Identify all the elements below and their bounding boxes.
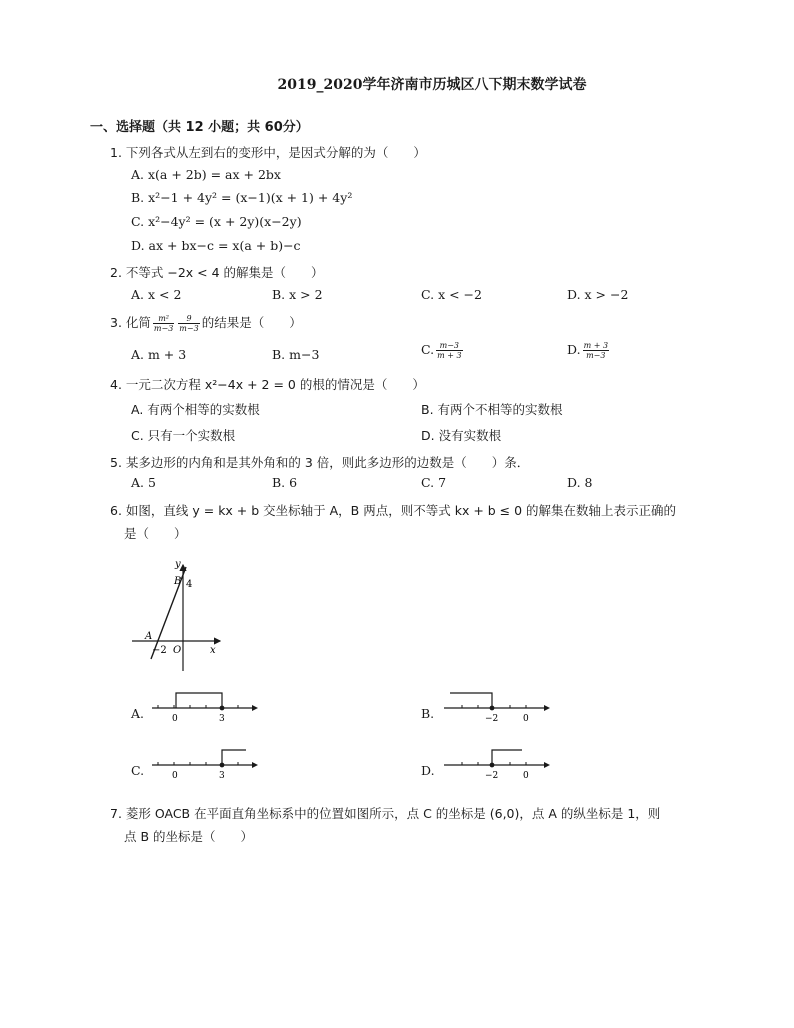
number-line-arrow xyxy=(252,705,258,711)
question-6-stem-line-2: 是（ ） xyxy=(124,526,187,541)
question-6-option-b-label: B. xyxy=(421,706,435,721)
question-6-option-c-number-line xyxy=(148,745,260,781)
solid-endpoint xyxy=(490,763,495,768)
question-6-option-a-label: A. xyxy=(131,706,145,721)
question-3-option-d: D. $\frac{m + 3}{m-3}$ xyxy=(567,341,609,360)
question-2-stem: 2. 不等式 −2x < 4 的解集是（ ） xyxy=(110,265,324,280)
tick-label: 0 xyxy=(523,714,529,724)
tick-label: −2 xyxy=(485,771,499,781)
question-7-stem-line-2: 点 B 的坐标是（ ） xyxy=(124,829,254,844)
question-3-option-b: B. m−3 xyxy=(272,347,320,362)
question-5-option-b: B. 6 xyxy=(272,475,298,490)
x-axis-label: x xyxy=(210,645,216,656)
question-1-stem: 1. 下列各式从左到右的变形中，是因式分解的为（ ） xyxy=(110,145,426,160)
question-5-stem: 5. 某多边形的内角和是其外角和的 3 倍，则此多边形的边数是（ ）条． xyxy=(110,455,530,470)
question-6-option-d-number-line xyxy=(442,745,554,781)
point-a-label: A xyxy=(145,631,153,642)
tick-label: 3 xyxy=(219,771,225,781)
question-1-option-a: A. x(a + 2b) = ax + 2bx xyxy=(131,167,281,182)
question-3-stem-post: 的结果是（ ） xyxy=(201,315,302,330)
question-4-option-b: B. 有两个不相等的实数根 xyxy=(421,402,563,417)
question-4-option-c: C. 只有一个实数根 xyxy=(131,428,236,443)
question-3-option-a: A. m + 3 xyxy=(131,347,187,362)
question-3-stem xyxy=(110,313,302,333)
question-6-option-a-number-line xyxy=(148,688,260,724)
tick-label: 0 xyxy=(523,771,529,781)
question-2-option-c: C. x < −2 xyxy=(421,287,482,302)
question-6-stem-line-1: 6. 如图，直线 y = kx + b 交坐标轴于 A，B 两点，则不等式 kx + b ≤ 0 的解集在数轴上表示正确的 xyxy=(110,503,677,518)
tick-label: 0 xyxy=(172,714,178,724)
option-d-fraction: $\frac{m + 3}{m-3}$ xyxy=(583,341,609,360)
point-b-label: B xyxy=(174,576,182,587)
solid-endpoint xyxy=(490,706,495,711)
origin-label: O xyxy=(173,645,182,656)
question-4-option-a: A. 有两个相等的实数根 xyxy=(131,402,260,417)
page-title: 2019_2020学年济南市历城区八下期末数学试卷 xyxy=(277,77,587,93)
question-5-option-a: A. 5 xyxy=(131,475,156,490)
question-6-option-d-label: D. xyxy=(421,763,435,778)
question-6-option-c-label: C. xyxy=(131,763,145,778)
y-axis-label: y xyxy=(175,559,181,570)
question-1-option-d: D. ax + bx−c = x(a + b)−c xyxy=(131,238,301,253)
question-6-option-b-number-line xyxy=(442,688,554,724)
question-1-option-c: C. x²−4y² = (x + 2y)(x−2y) xyxy=(131,214,302,229)
number-line-arrow xyxy=(252,762,258,768)
number-line-arrow xyxy=(544,762,550,768)
question-6-line-graph xyxy=(128,555,228,673)
solution-bracket xyxy=(450,693,492,708)
section-heading: 一、选择题（共 12 小题；共 60分） xyxy=(90,120,309,135)
y-intercept-value: 4 xyxy=(186,579,193,590)
question-2-option-a: A. x < 2 xyxy=(131,287,182,302)
solution-bracket xyxy=(222,750,246,765)
question-2-option-d: D. x > −2 xyxy=(567,287,629,302)
question-2-option-b: B. x > 2 xyxy=(272,287,323,302)
tick-label: −2 xyxy=(485,714,499,724)
question-5-option-d: D. 8 xyxy=(567,475,593,490)
x-intercept-value: −2 xyxy=(152,645,167,656)
question-7-stem-line-1: 7. 菱形 OACB 在平面直角坐标系中的位置如图所示，点 C 的坐标是 (6,0)，点 A 的纵坐标是 1，则 xyxy=(110,806,661,821)
option-c-fraction: $\frac{m-3}{m + 3}$ xyxy=(437,341,462,360)
question-3-stem-pre: 3. 化简 xyxy=(110,315,151,330)
tick-label: 3 xyxy=(219,714,225,724)
solid-endpoint xyxy=(220,706,225,711)
question-4-option-d: D. 没有实数根 xyxy=(421,428,502,443)
number-line-arrow xyxy=(544,705,550,711)
fraction-m-squared-over-m-minus-3: $\frac{\text{m²}}{m-3}$ xyxy=(153,314,174,333)
question-5-option-c: C. 7 xyxy=(421,475,447,490)
tick-label: 0 xyxy=(172,771,178,781)
question-4-stem: 4. 一元二次方程 x²−4x + 2 = 0 的根的情况是（ ） xyxy=(110,377,425,392)
question-3-option-c: C. $\frac{m-3}{m + 3}$ xyxy=(421,341,462,360)
fraction-9-over-m-minus-3: $\frac{9}{m-3}$ xyxy=(179,314,199,333)
solution-bracket xyxy=(176,693,222,708)
question-1-option-b: B. x²−1 + 4y² = (x−1)(x + 1) + 4y² xyxy=(131,190,353,205)
solution-bracket xyxy=(492,750,522,765)
solid-endpoint xyxy=(220,763,225,768)
